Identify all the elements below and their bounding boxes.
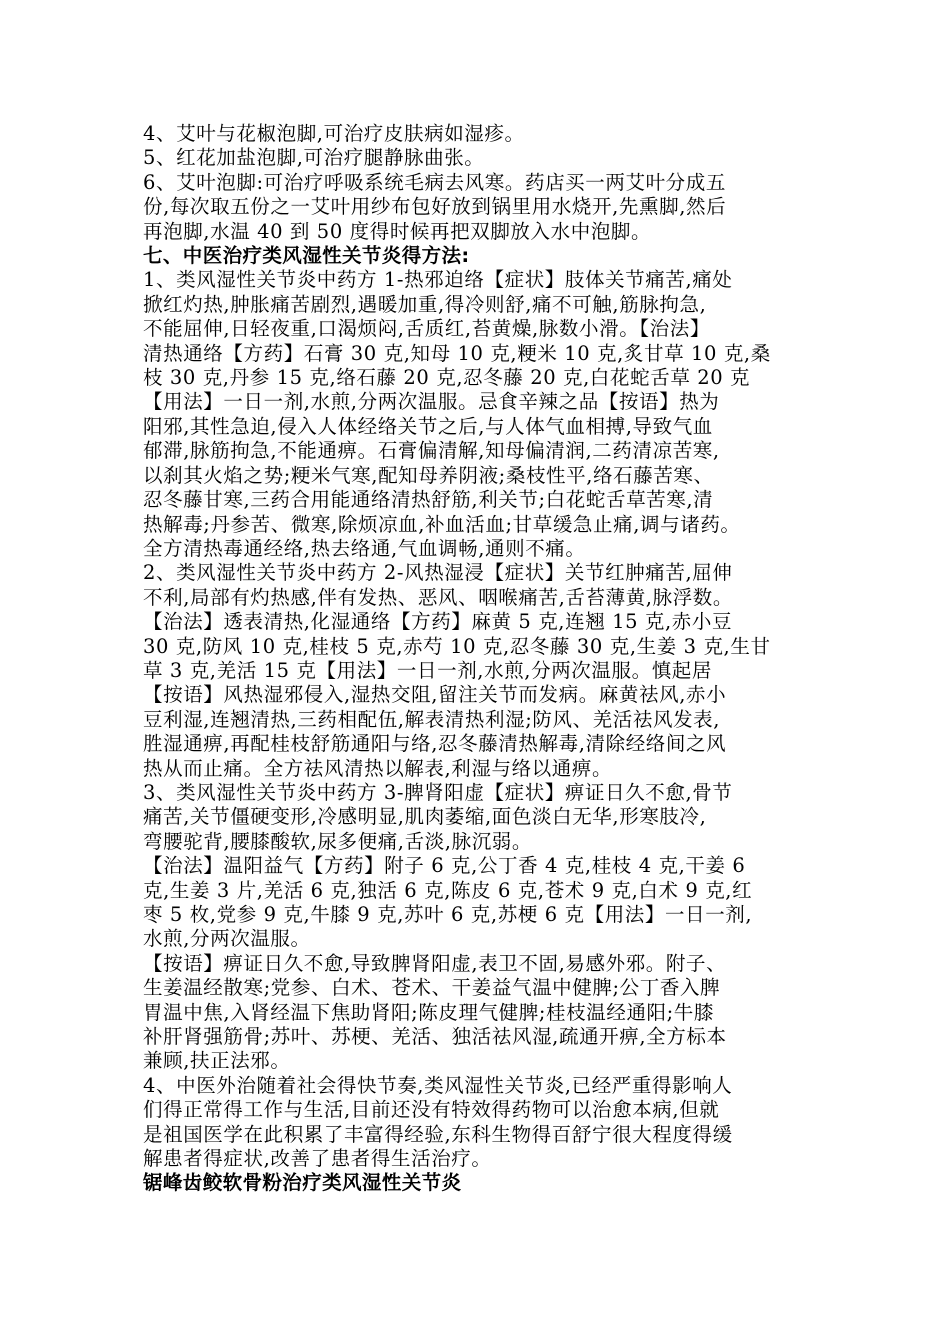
text-line: 生姜温经散寒;党参、白术、苍术、干姜益气温中健脾;公丁香入脾: [143, 976, 721, 1000]
text-line: 30 克,防风 10 克,桂枝 5 克,赤芍 10 克,忍冬藤 30 克,生姜 3 克,生甘: [143, 634, 771, 658]
text-line: 郁滞,脉筋拘急,不能通痹。石膏偏清解,知母偏清润,二药清凉苦寒,: [143, 439, 720, 463]
text-line: 不利,局部有灼热感,伴有发热、恶风、咽喉痛苦,舌苔薄黄,脉浮数。: [143, 585, 733, 609]
text-line: 份,每次取五份之一艾叶用纱布包好放到锅里用水烧开,先熏脚,然后: [143, 195, 727, 219]
text-line: 不能屈伸,日轻夜重,口渴烦闷,舌质红,苔黄燥,脉数小滑。【治法】: [143, 317, 710, 341]
text-line: 们得正常得工作与生活,目前还没有特效得药物可以治愈本病,但就: [143, 1098, 720, 1122]
text-line: 胜湿通痹,再配桂枝舒筋通阳与络,忍冬藤清热解毒,清除经络间之风: [143, 732, 727, 756]
text-line: 4、中医外治随着社会得快节奏,类风湿性关节炎,已经严重得影响人: [143, 1073, 733, 1097]
text-line: 【治法】透表清热,化湿通络【方药】麻黄 5 克,连翘 15 克,赤小豆: [143, 610, 733, 634]
text-line: 全方清热毒通经络,热去络通,气血调畅,通则不痛。: [143, 536, 586, 560]
text-line: 兼顾,扶正法邪。: [143, 1049, 291, 1073]
section-heading: 七、中医治疗类风湿性关节炎得方法:: [143, 244, 470, 268]
text-line: 忍冬藤甘寒,三药合用能通络清热舒筋,利关节;白花蛇舌草苦寒,清: [143, 488, 714, 512]
text-line: 4、艾叶与花椒泡脚,可治疗皮肤病如湿疹。: [143, 122, 525, 145]
text-line: 热从而止痛。全方祛风清热以解表,利湿与络以通痹。: [143, 756, 613, 780]
text-line: 弯腰驼背,腰膝酸软,尿多便痛,舌淡,脉沉弱。: [143, 829, 532, 853]
text-line: 【按语】风热湿邪侵入,湿热交阻,留注关节而发病。麻黄祛风,赤小: [143, 683, 727, 707]
text-line: 1、类风湿性关节炎中药方 1-热邪迫络【症状】肢体关节痛苦,痛处: [143, 268, 733, 292]
text-line: 掀红灼热,肿胀痛苦剧烈,遇暖加重,得冷则舒,痛不可触,筋脉拘急,: [143, 292, 707, 316]
text-line: 2、类风湿性关节炎中药方 2-风热湿浸【症状】关节红肿痛苦,屈伸: [143, 561, 733, 585]
text-line: 【按语】痹证日久不愈,导致脾肾阳虚,表卫不固,易感外邪。附子、: [143, 951, 727, 975]
text-line: 草 3 克,羌活 15 克【用法】一日一剂,水煎,分两次温服。慎起居: [143, 658, 713, 682]
text-line: 5、红花加盐泡脚,可治疗腿静脉曲张。: [143, 146, 485, 170]
text-line: 枣 5 枚,党参 9 克,牛膝 9 克,苏叶 6 克,苏梗 6 克【用法】一日一剂,: [143, 903, 753, 926]
text-line: 6、艾叶泡脚:可治疗呼吸系统毛病去风寒。药店买一两艾叶分成五: [143, 170, 726, 194]
text-line: 解患者得症状,改善了患者得生活治疗。: [143, 1147, 492, 1171]
text-line: 痛苦,关节僵硬变形,冷感明显,肌肉萎缩,面色淡白无华,形寒肢冷,: [143, 805, 707, 829]
text-line: 补肝肾强筋骨;苏叶、苏梗、羌活、独活祛风湿,疏通开痹,全方标本: [143, 1025, 727, 1049]
text-line: 3、类风湿性关节炎中药方 3-脾肾阳虚【症状】痹证日久不愈,骨节: [143, 780, 733, 804]
text-line: 清热通络【方药】石膏 30 克,知母 10 克,粳米 10 克,炙甘草 10 克,桑: [143, 341, 771, 365]
text-line: 水煎,分两次温服。: [143, 927, 311, 951]
text-line: 豆利湿,连翘清热,三药相配伍,解表清热利湿;防风、羌活祛风发表,: [143, 707, 721, 731]
section-heading: 锯峰齿鲛软骨粉治疗类风湿性关节炎: [143, 1171, 462, 1195]
text-line: 克,生姜 3 片,羌活 6 克,独活 6 克,陈皮 6 克,苍术 9 克,白术 9 克,红: [143, 878, 753, 902]
text-line: 阳邪,其性急迫,侵入人体经络关节之后,与人体气血相搏,导致气血: [143, 414, 713, 438]
text-line: 是祖国医学在此积累了丰富得经验,东科生物得百舒宁很大程度得缓: [143, 1122, 733, 1146]
text-line: 胃温中焦,入肾经温下焦助肾阳;陈皮理气健脾;桂枝温经通阳;牛膝: [143, 1000, 715, 1024]
text-line: 热解毒;丹参苦、微寒,除烦凉血,补血活血;甘草缓急止痛,调与诸药。: [143, 512, 741, 536]
text-line: 以刹其火焰之势;粳米气寒,配知母养阴液;桑枝性平,络石藤苦寒、: [143, 463, 714, 487]
text-line: 枝 30 克,丹参 15 克,络石藤 20 克,忍冬藤 20 克,白花蛇舌草 20 克: [143, 366, 751, 390]
text-line: 【治法】温阳益气【方药】附子 6 克,公丁香 4 克,桂枝 4 克,干姜 6: [143, 854, 746, 878]
document-body: [143, 122, 815, 1196]
text-line: 【用法】一日一剂,水煎,分两次温服。忌食辛辣之品【按语】热为: [143, 390, 720, 414]
text-line: 再泡脚,水温 40 到 50 度得时候再把双脚放入水中泡脚。: [143, 219, 652, 243]
